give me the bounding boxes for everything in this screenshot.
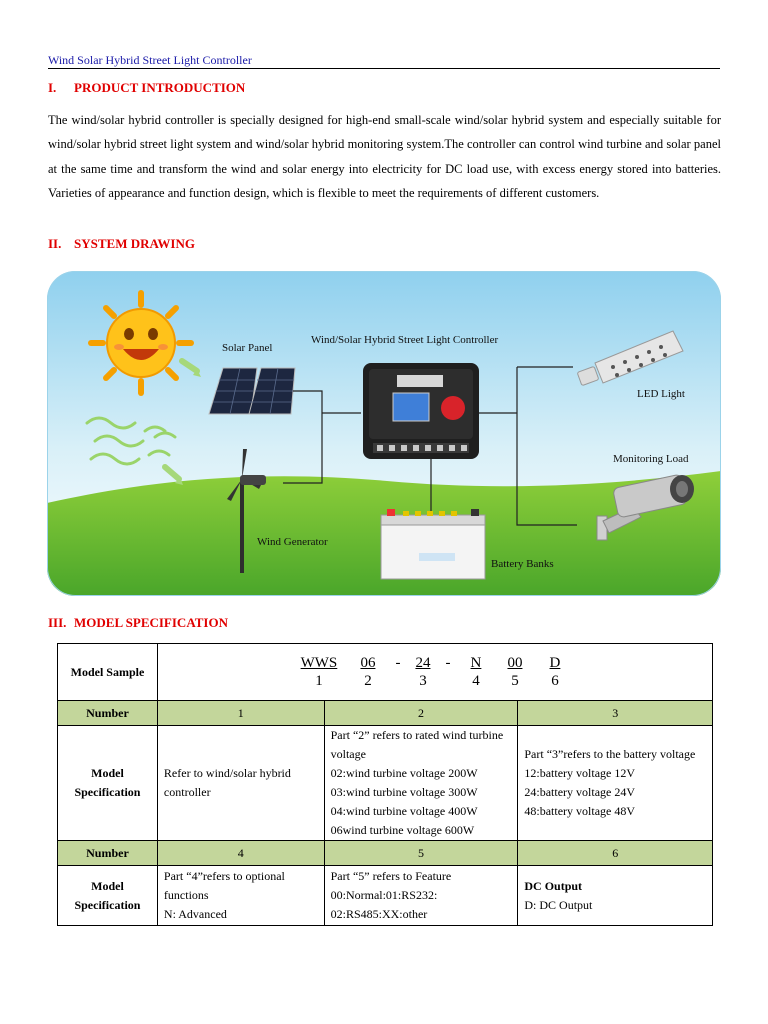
model-code-part: 24	[415, 655, 431, 671]
spec-row	[58, 866, 713, 926]
spec-line: Refer to wind/solar hybrid controller	[163, 766, 291, 799]
section-title: MODEL SPECIFICATION	[74, 615, 228, 630]
wind-generator-label: Wind Generator	[257, 536, 328, 548]
spec-cell	[324, 726, 518, 841]
battery-banks-label: Battery Banks	[491, 558, 554, 570]
spec-line: 48:battery voltage 48V	[524, 804, 636, 818]
section-number: I.	[48, 80, 57, 95]
model-code-index: 1	[315, 673, 323, 689]
section-heading-product-introduction	[48, 80, 245, 96]
sun-icon	[91, 293, 191, 393]
battery-icon	[381, 509, 485, 579]
solar-panel-icon	[209, 368, 295, 414]
number-label: Number	[58, 701, 158, 726]
model-code-separator: -	[445, 655, 451, 671]
number-row	[58, 841, 713, 866]
page-header	[48, 52, 720, 69]
intro-paragraph: The wind/solar hybrid controller is specially designed for high-end small-scale wind/solar hybrid system and especially suitable for wind/solar hybrid street light system and wind/solar hybrid monitoring system.The controller can control wind turbine and solar panel at the same time and transform the wind and solar energy into electricity for DC load use, with excess energy stored into batteries. Varieties of appearance and function design, which is flexible to meet the requirements of different customers.	[48, 113, 721, 200]
section-title: PRODUCT INTRODUCTION	[74, 80, 246, 95]
number-cell: 2	[324, 701, 518, 726]
system-drawing	[47, 271, 721, 596]
spec-cell	[157, 726, 324, 841]
spec-line-heading: DC Output	[524, 878, 583, 893]
spec-row	[58, 726, 713, 841]
section-heading-model-specification	[48, 615, 228, 631]
spec-line: 06wind turbine voltage 600W	[330, 823, 475, 837]
model-code-part: N	[470, 655, 482, 671]
model-code-index: 3	[419, 673, 427, 689]
model-code-index: 5	[511, 673, 519, 689]
model-specification-table	[57, 643, 713, 926]
spec-line: 03:wind turbine voltage 300W	[330, 785, 478, 799]
number-cell: 4	[157, 841, 324, 866]
model-specification-label: Model Specification	[58, 866, 158, 926]
model-code-index: 4	[472, 673, 480, 689]
section-number: II.	[48, 236, 62, 251]
number-cell: 1	[157, 701, 324, 726]
model-code-part: 00	[507, 655, 523, 671]
spec-line: Part “3”refers to the battery voltage	[524, 747, 696, 761]
spec-line: 12:battery voltage 12V	[524, 766, 636, 780]
monitoring-load-label: Monitoring Load	[613, 453, 689, 465]
solar-panel-label: Solar Panel	[222, 342, 273, 354]
header-title: Wind Solar Hybrid Street Light Controller	[48, 53, 252, 67]
section-title: SYSTEM DRAWING	[74, 236, 195, 251]
model-sample-row	[58, 644, 713, 701]
model-code-separator: -	[395, 655, 401, 671]
number-row	[58, 701, 713, 726]
spec-line: 00:Normal:01:RS232:	[330, 888, 438, 902]
model-code	[157, 644, 712, 701]
spec-line: 02:wind turbine voltage 200W	[330, 766, 478, 780]
spec-line: Part “4”refers to optional functions	[163, 869, 285, 902]
spec-line: Part “2” refers to rated wind turbine voltage	[330, 728, 504, 761]
spec-line: 24:battery voltage 24V	[524, 785, 636, 799]
spec-cell	[518, 866, 713, 926]
spec-line: Part “5” refers to Feature	[330, 869, 452, 883]
number-label: Number	[58, 841, 158, 866]
model-code-index: 6	[551, 673, 559, 689]
spec-cell	[518, 726, 713, 841]
controller-icon	[363, 363, 479, 459]
section-number: III.	[48, 615, 67, 630]
spec-cell	[324, 866, 518, 926]
controller-label: Wind/Solar Hybrid Street Light Controller	[311, 334, 499, 346]
spec-line: D: DC Output	[524, 897, 593, 912]
led-light-label: LED Light	[637, 388, 685, 400]
spec-cell	[157, 866, 324, 926]
number-cell: 3	[518, 701, 713, 726]
number-cell: 6	[518, 841, 713, 866]
model-code-index: 2	[364, 673, 372, 689]
model-code-part: 06	[360, 655, 376, 671]
model-code-part: WWS	[300, 655, 338, 671]
spec-line: 02:RS485:XX:other	[330, 907, 428, 921]
section-heading-system-drawing	[48, 236, 195, 252]
model-code-part: D	[549, 655, 561, 671]
model-sample-label: Model Sample	[58, 644, 158, 701]
spec-line: N: Advanced	[163, 907, 227, 921]
model-specification-label: Model Specification	[58, 726, 158, 841]
spec-line: 04:wind turbine voltage 400W	[330, 804, 478, 818]
number-cell: 5	[324, 841, 518, 866]
